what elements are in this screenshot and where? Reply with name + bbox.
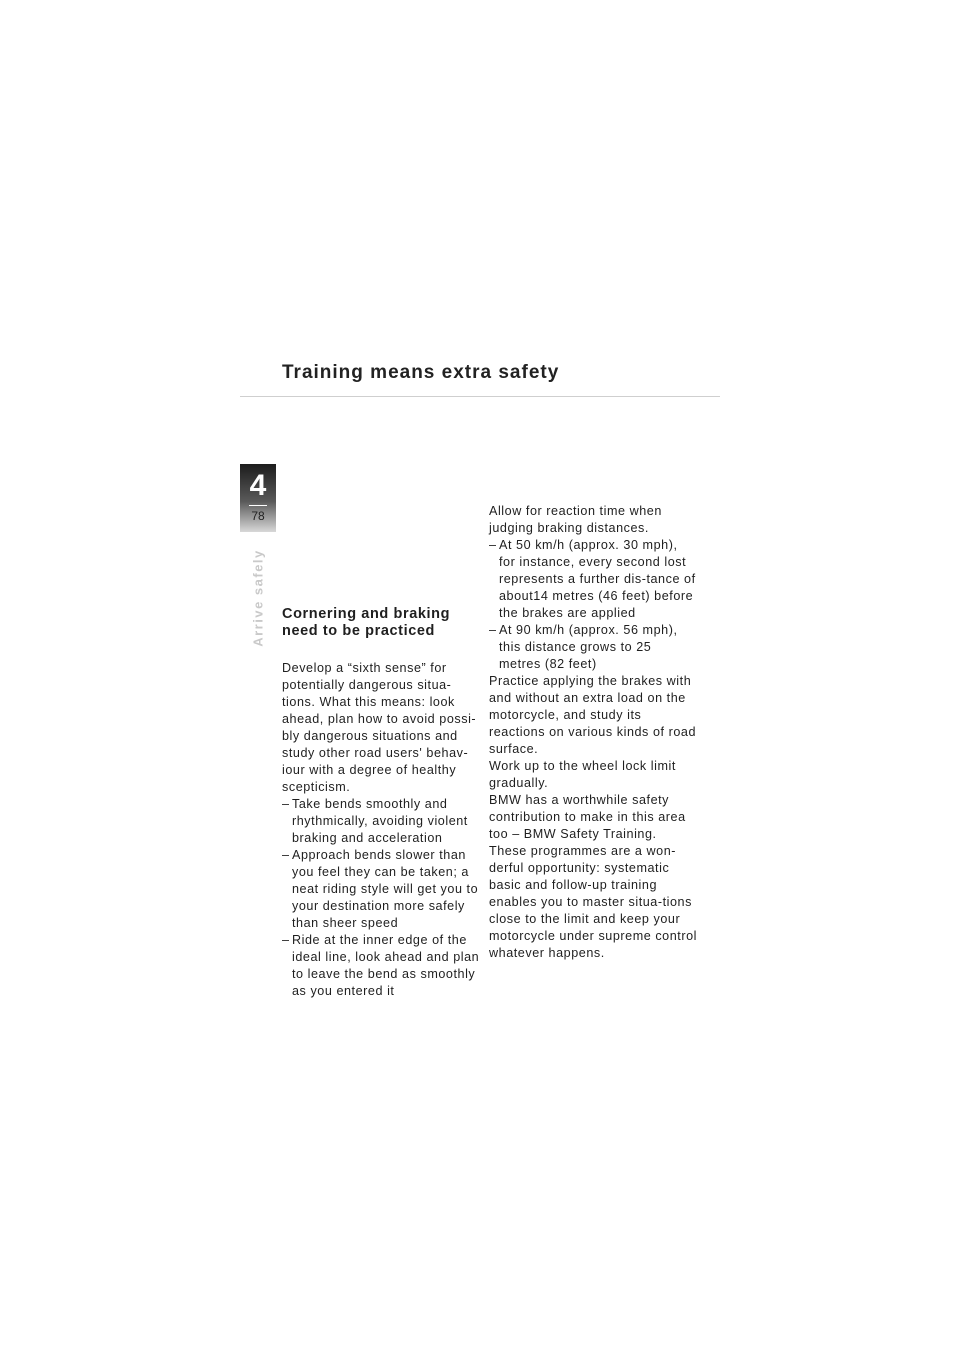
braking-distance-list: [489, 537, 697, 673]
body-paragraph: Work up to the wheel lock limit gradually.: [489, 759, 676, 790]
left-column: [282, 606, 480, 1000]
chapter-divider: [249, 505, 267, 506]
list-item: – At 50 km/h (approx. 30 mph), for instance, every second lost represents a further dis-tance of about14 metres (46 feet) before the brakes are applied: [489, 537, 697, 622]
list-item: – Take bends smoothly and rhythmically, avoiding violent braking and acceleration: [282, 796, 480, 847]
chapter-tab: [240, 464, 276, 532]
body-paragraph: BMW has a worthwhile safety contribution to make in this area too – BMW Safety Training. These programmes are a won-derful opportunity: systematic basic and follow-up training enables you to master situa-tions close to the limit and keep your motorcycle under supreme control whatever happens.: [489, 793, 697, 960]
list-item: – Ride at the inner edge of the ideal line, look ahead and plan to leave the bend as smoothly as you entered it: [282, 932, 480, 1000]
section-heading: Cornering and braking need to be practiced: [282, 606, 451, 639]
right-column: [489, 503, 697, 962]
section-side-label: Arrive safely: [250, 549, 266, 647]
cornering-tips-list: [282, 796, 480, 1000]
chapter-number: 4: [249, 469, 267, 502]
page-number: 78: [251, 509, 265, 523]
list-item: – At 90 km/h (approx. 56 mph), this distance grows to 25 metres (82 feet): [489, 622, 697, 673]
list-item: – Approach bends slower than you feel they can be taken; a neat riding style will get you to your destination more safely than sheer speed: [282, 847, 480, 932]
intro-paragraph: Allow for reaction time when judging braking distances.: [489, 504, 662, 535]
page-title: Training means extra safety: [282, 362, 560, 383]
intro-paragraph: Develop a “sixth sense” for potentially dangerous situa-tions. What this means: look ahead, plan how to avoid possi-bly dangerous situations and study other road users' behav-iour with a degree of healthy scepticism.: [282, 661, 477, 794]
body-paragraph: Practice applying the brakes with and without an extra load on the motorcycle, and study its reactions on various kinds of road surface.: [489, 674, 697, 756]
title-divider: [240, 396, 720, 397]
